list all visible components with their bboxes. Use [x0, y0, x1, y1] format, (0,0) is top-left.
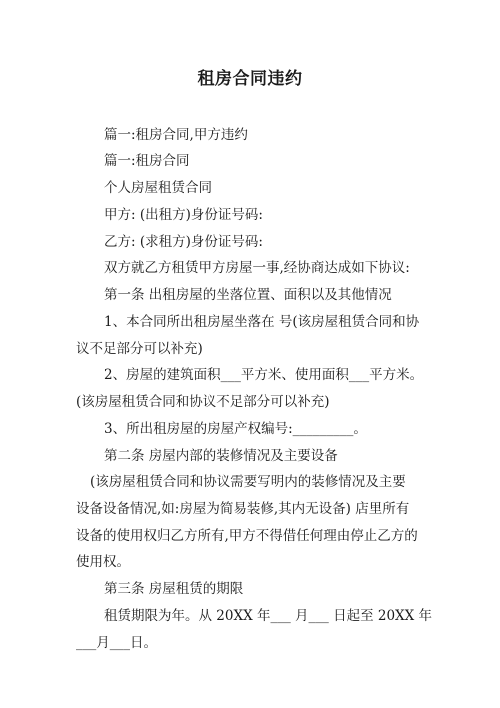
- text-line: 设备设备情况,如:房屋为简易装修,其内无设备) 店里所有: [76, 501, 410, 517]
- document-title: 租房合同违约: [197, 69, 303, 89]
- text-line: 篇一:租房合同: [104, 153, 190, 169]
- text-line: 设备的使用权归乙方所有,甲方不得借任何理由停止乙方的: [76, 528, 418, 544]
- text-line: 租赁期限为年。从 20XX 年___ 月___ 日起至 20XX 年: [104, 608, 433, 624]
- text-line: 2、房屋的建筑面积___平方米、使用面积___平方米。: [104, 367, 424, 383]
- text-line: 1、本合同所出租房屋坐落在 号(该房屋租赁合同和协: [104, 314, 420, 330]
- text-line: 议不足部分可以补充): [76, 341, 203, 357]
- text-line: 甲方: (出租方)身份证号码:: [104, 207, 263, 223]
- text-line: 个人房屋租赁合同: [104, 180, 212, 196]
- text-line: 双方就乙方租赁甲方房屋一事,经协商达成如下协议:: [104, 260, 410, 276]
- text-line: (该房屋租赁合同和协议需要写明内的装修情况及主要: [90, 474, 406, 490]
- text-line: (该房屋租赁合同和协议不足部分可以补充): [76, 394, 330, 410]
- text-line: 3、所出租房屋的房屋产权编号:_________。: [104, 421, 367, 437]
- text-line: 篇一:租房合同,甲方违约: [104, 127, 248, 143]
- text-line: ___月___日。: [76, 635, 157, 651]
- text-line: 第二条 房屋内部的装修情况及主要设备: [104, 448, 338, 464]
- text-line: 使用权。: [76, 554, 130, 570]
- text-line: 乙方: (求租方)身份证号码:: [104, 234, 263, 250]
- text-line: 第三条 房屋租赁的期限: [104, 581, 244, 597]
- text-line: 第一条 出租房屋的坐落位置、面积以及其他情况: [104, 287, 392, 303]
